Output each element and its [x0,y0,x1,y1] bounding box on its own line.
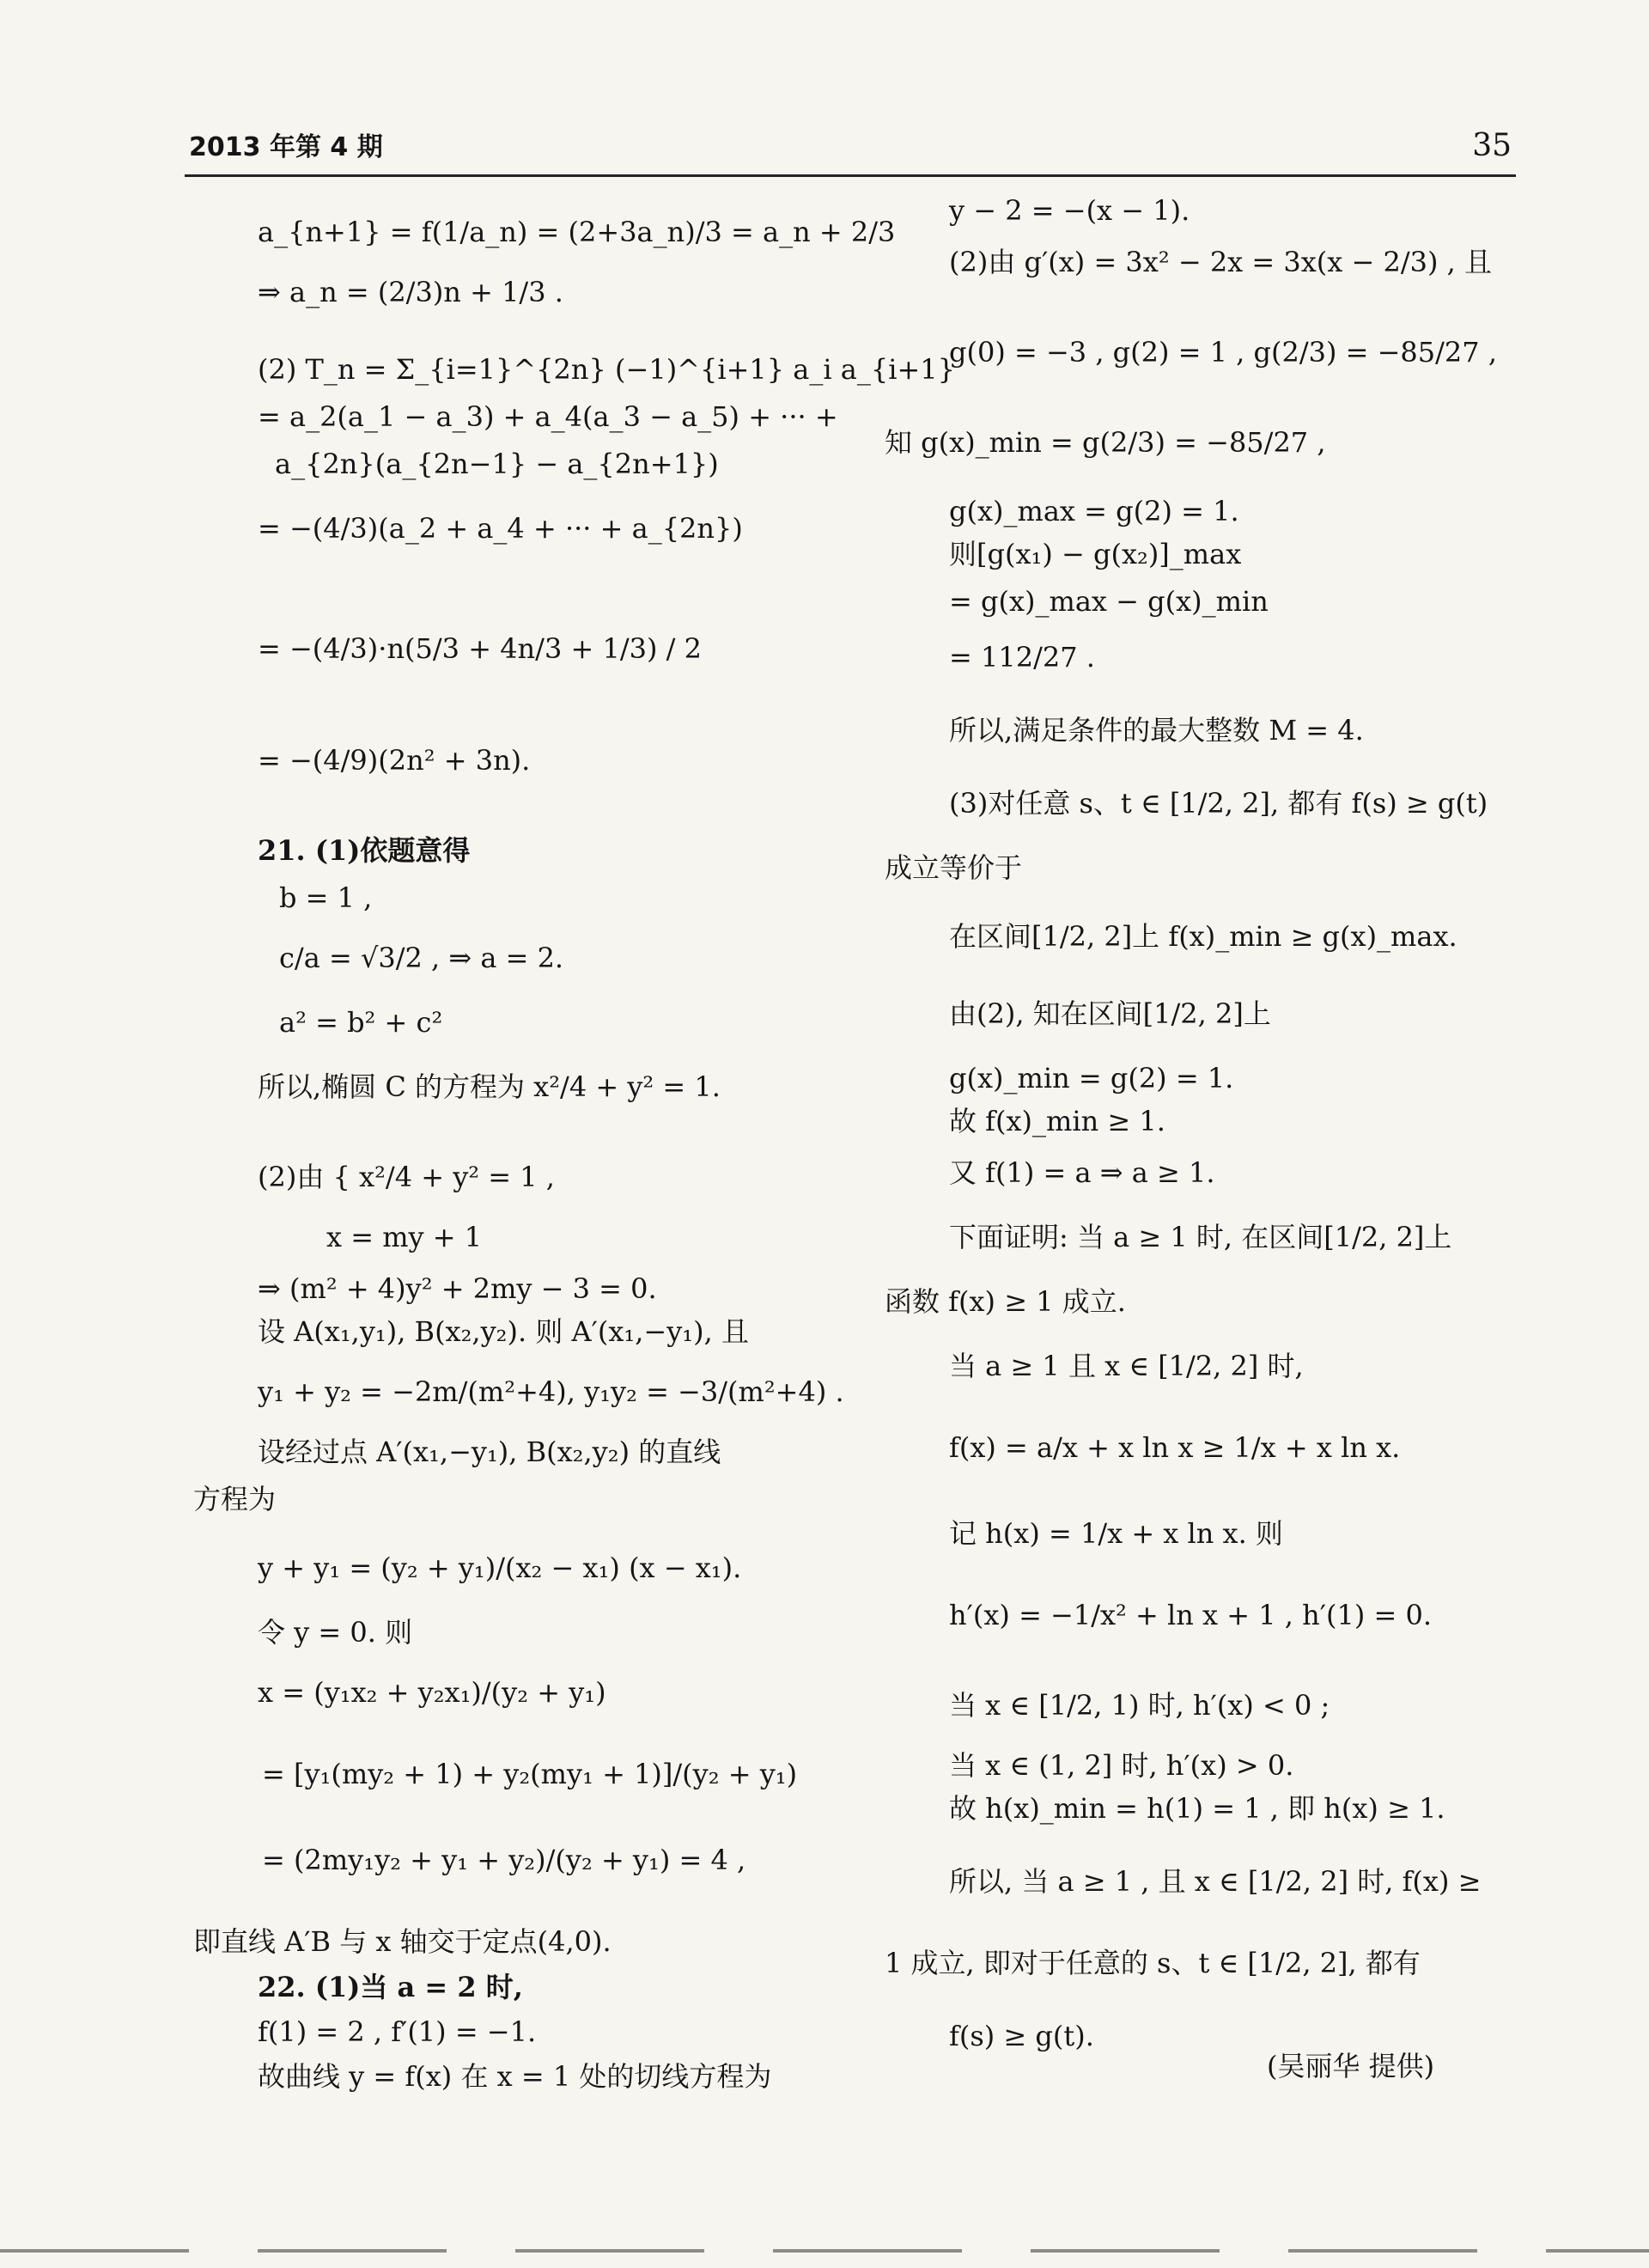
eq-line: = 112/27 . [949,641,1095,674]
eq-line: y₁ + y₂ = −2m/(m²+4), y₁y₂ = −3/(m²+4) . [258,1375,844,1408]
eq-line: 即直线 A′B 与 x 轴交于定点(4,0). [193,1925,612,1958]
eq-line: 令 y = 0. 则 [258,1616,413,1649]
eq-line: 当 x ∈ [1/2, 1) 时, h′(x) < 0 ; [949,1689,1330,1722]
problem-22-heading: 22. (1)当 a = 2 时, [258,1971,523,2003]
eq-line: 当 x ∈ (1, 2] 时, h′(x) > 0. [949,1749,1294,1782]
eq-line: x = (y₁x₂ + y₂x₁)/(y₂ + y₁) [258,1676,606,1709]
eq-line: 设经过点 A′(x₁,−y₁), B(x₂,y₂) 的直线 [258,1436,721,1468]
eq-line: 1 成立, 即对于任意的 s、t ∈ [1/2, 2], 都有 [885,1947,1421,1979]
eq-line: = −(4/9)(2n² + 3n). [258,744,531,777]
eq-line: = g(x)_max − g(x)_min [949,585,1269,618]
problem-21-heading: 21. (1)依题意得 [258,834,471,867]
eq-line: 又 f(1) = a ⇒ a ≥ 1. [949,1156,1215,1189]
eq-line: g(x)_max = g(2) = 1. [949,495,1239,527]
eq-recurrence: a_{n+1} = f(1/a_n) = (2+3a_n)/3 = a_n + 2/3 [258,216,896,248]
issue-label: 2013 年第 4 期 [189,132,383,162]
page-number: 35 [1472,128,1512,163]
eq-line: b = 1 , [279,881,373,914]
eq-line: = (2my₁y₂ + y₁ + y₂)/(y₂ + y₁) = 4 , [262,1844,746,1876]
eq-line: 下面证明: 当 a ≥ 1 时, 在区间[1/2, 2]上 [949,1221,1452,1253]
eq-line: c/a = √3/2 , ⇒ a = 2. [279,942,564,974]
eq-line: 方程为 [193,1483,277,1515]
eq-line: (2)由 g′(x) = 3x² − 2x = 3x(x − 2/3) , 且 [949,246,1492,278]
eq-line: ⇒ (m² + 4)y² + 2my − 3 = 0. [258,1272,657,1305]
eq-line: a_{2n}(a_{2n−1} − a_{2n+1}) [275,448,719,480]
eq-line: 知 g(x)_min = g(2/3) = −85/27 , [885,426,1326,459]
eq-line: y − 2 = −(x − 1). [949,194,1190,227]
eq-line: 设 A(x₁,y₁), B(x₂,y₂). 则 A′(x₁,−y₁), 且 [258,1315,749,1348]
eq-an: ⇒ a_n = (2/3)n + 1/3 . [258,276,563,308]
eq-line: 故 h(x)_min = h(1) = 1 , 即 h(x) ≥ 1. [949,1792,1445,1825]
eq-line: 所以, 当 a ≥ 1 , 且 x ∈ [1/2, 2] 时, f(x) ≥ [949,1865,1482,1898]
eq-line: (2)由 { x²/4 + y² = 1 , [258,1161,555,1193]
eq-line: 则[g(x₁) − g(x₂)]_max [949,538,1242,570]
eq-line: f(1) = 2 , f′(1) = −1. [258,2015,537,2048]
eq-line: 函数 f(x) ≥ 1 成立. [885,1285,1126,1318]
eq-line: 所以,椭圆 C 的方程为 x²/4 + y² = 1. [258,1070,721,1103]
eq-line: = a_2(a_1 − a_3) + a_4(a_3 − a_5) + ··· + [258,400,838,433]
eq-line: = [y₁(my₂ + 1) + y₂(my₁ + 1)]/(y₂ + y₁) [262,1758,798,1790]
eq-line: 故曲线 y = f(x) 在 x = 1 处的切线方程为 [258,2060,772,2093]
eq-line: 当 a ≥ 1 且 x ∈ [1/2, 2] 时, [949,1350,1304,1382]
page-header [189,120,1512,172]
contributor-credit: (吴丽华 提供) [1267,2050,1435,2082]
eq-line: 所以,满足条件的最大整数 M = 4. [949,714,1364,747]
eq-line: 在区间[1/2, 2]上 f(x)_min ≥ g(x)_max. [949,920,1457,953]
eq-line: 成立等价于 [885,851,1023,884]
eq-line: g(x)_min = g(2) = 1. [949,1062,1234,1094]
eq-line: 故 f(x)_min ≥ 1. [949,1105,1165,1137]
eq-line: = −(4/3)(a_2 + a_4 + ··· + a_{2n}) [258,512,743,545]
eq-line: (3)对任意 s、t ∈ [1/2, 2], 都有 f(s) ≥ g(t) [949,787,1488,820]
eq-line: 记 h(x) = 1/x + x ln x. 则 [949,1517,1283,1550]
eq-line: x = my + 1 [326,1221,483,1253]
eq-line: a² = b² + c² [279,1006,443,1039]
bottom-artifact-line [0,2249,1649,2253]
header-rule [185,174,1516,177]
eq-line: g(0) = −3 , g(2) = 1 , g(2/3) = −85/27 , [949,336,1497,369]
eq-line: h′(x) = −1/x² + ln x + 1 , h′(1) = 0. [949,1599,1433,1631]
eq-line: f(s) ≥ g(t). [949,2020,1094,2052]
eq-tn: (2) T_n = Σ_{i=1}^{2n} (−1)^{i+1} a_i a_{i+1} [258,353,955,386]
eq-line: 由(2), 知在区间[1/2, 2]上 [949,997,1271,1030]
eq-line: f(x) = a/x + x ln x ≥ 1/x + x ln x. [949,1431,1401,1464]
eq-line: y + y₁ = (y₂ + y₁)/(x₂ − x₁) (x − x₁). [258,1552,742,1584]
eq-line: = −(4/3)·n(5/3 + 4n/3 + 1/3) / 2 [258,632,702,665]
